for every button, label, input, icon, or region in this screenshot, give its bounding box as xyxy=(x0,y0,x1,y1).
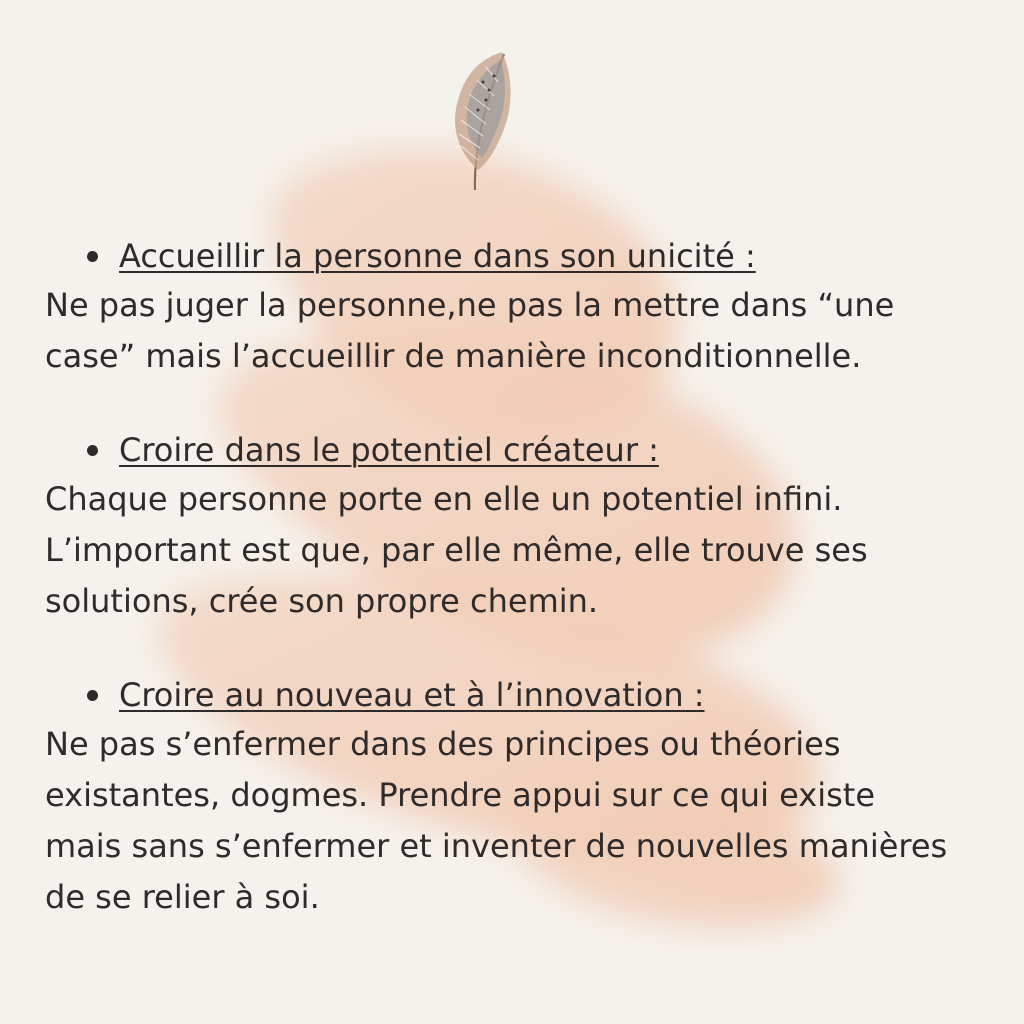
principle-heading-row-3 xyxy=(45,671,995,719)
principle-heading-row-1 xyxy=(45,232,995,280)
principle-body-1: Ne pas juger la personne,ne pas la mettre dans “une case” mais l’accueillir de manière inconditionnelle. xyxy=(45,286,895,375)
principle-heading-3: Croire au nouveau et à l’innovation : xyxy=(119,676,705,714)
feather-icon xyxy=(420,40,530,200)
principle-heading-1: Accueillir la personne dans son unicité : xyxy=(119,237,756,275)
bullet-icon xyxy=(87,690,98,701)
bullet-icon xyxy=(87,445,98,456)
principle-body-3: Ne pas s’enfermer dans des principes ou théories existantes, dogmes. Prendre appui sur ce qui existe mais sans s’enfermer et inventer de nouvelles manières de se relier à soi. xyxy=(45,725,948,916)
principle-section-2 xyxy=(45,426,995,627)
principle-section-1 xyxy=(45,232,995,382)
principles-content xyxy=(45,232,995,923)
principle-heading-2: Croire dans le potentiel créateur : xyxy=(119,431,659,469)
bullet-icon xyxy=(87,251,98,262)
principle-section-3 xyxy=(45,671,995,923)
principle-heading-row-2 xyxy=(45,426,995,474)
principle-body-2: Chaque personne porte en elle un potentiel infini. L’important est que, par elle même, elle trouve ses solutions, crée son propre chemin. xyxy=(45,480,868,620)
